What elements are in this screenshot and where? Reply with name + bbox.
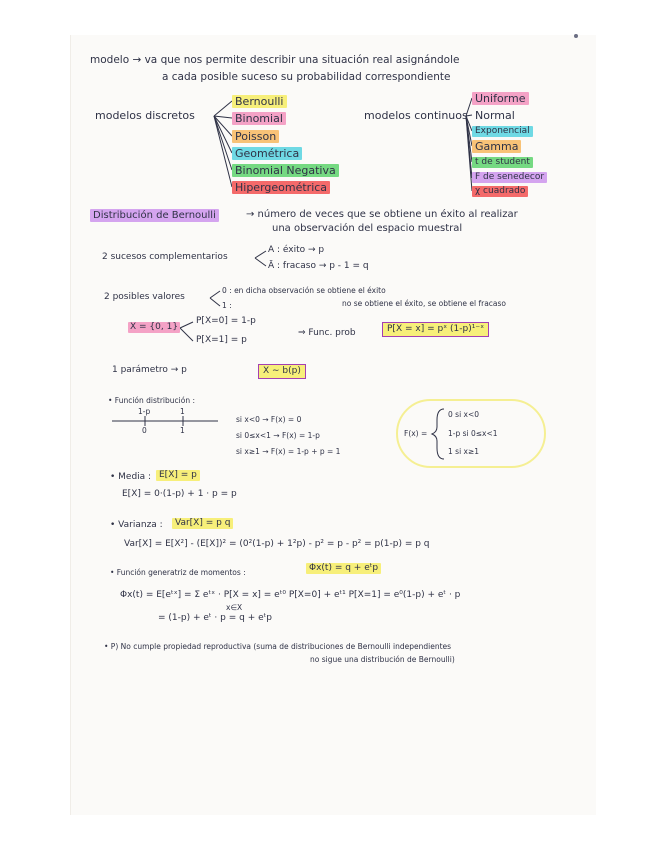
- continuo-t-student: t de student: [472, 157, 533, 168]
- continuo-f-senedecor: F de senedecor: [472, 172, 547, 183]
- axis-label-1: 1: [180, 407, 185, 416]
- varianza-calc: Var[X] = E[X²] - (E[X])² = (0²(1-p) + 1²p) - p² = p - p² = p(1-p) = p q: [124, 539, 430, 549]
- valor-0: 0 : en dicha observación se obtiene el éxito: [222, 286, 386, 295]
- fx-label: F(x) =: [404, 429, 428, 438]
- media-label: • Media :: [110, 472, 152, 482]
- continuo-uniforme: Uniforme: [472, 92, 529, 105]
- intro-line-2: a cada posible suceso su probabilidad correspondiente: [162, 71, 451, 83]
- rv-definition: X = {0, 1}: [130, 322, 179, 332]
- varianza-label: • Varianza :: [110, 520, 163, 530]
- continuo-normal: Normal: [475, 109, 515, 122]
- valor-1: 1 :: [222, 301, 232, 310]
- prob-x1-label: P[X=1] = p: [196, 335, 247, 345]
- suceso-a-bar: Ā : fracaso → p - 1 = q: [268, 261, 369, 271]
- discreto-hipergeometrica: Hipergeométrica: [232, 181, 330, 194]
- piecewise-1: 0 si x<0: [448, 410, 480, 419]
- continuo-chi-cuadrado: χ cuadrado: [472, 186, 528, 197]
- piecewise-2: 1-p si 0≤x<1: [448, 429, 498, 438]
- axis-tick-0: 0: [142, 426, 147, 435]
- func-prob-box: P[X = x] = pˣ (1-p)¹⁻ˣ: [382, 322, 489, 337]
- piecewise-3: 1 si x≥1: [448, 447, 480, 456]
- bernoulli-desc-2: una observación del espacio muestral: [272, 223, 463, 234]
- media-calc: E[X] = 0·(1-p) + 1 · p = p: [122, 489, 237, 499]
- valores-label: 2 posibles valores: [104, 292, 185, 302]
- distribucion-label: • Función distribución :: [108, 396, 195, 405]
- generatriz-calc-2: = (1-p) + eᵗ · p = q + eᵗp: [158, 613, 273, 623]
- bernoulli-title: Distribución de Bernoulli: [90, 209, 219, 222]
- page-dot: [574, 34, 578, 38]
- func-prob-label: ⇒ Func. prob: [298, 328, 356, 338]
- reproductiva-line-1: • P) No cumple propiedad reproductiva (suma de distribuciones de Bernoulli independientes: [104, 642, 452, 651]
- sucesos-label: 2 sucesos complementarios: [102, 252, 228, 262]
- discreto-geometrica: Geométrica: [232, 147, 302, 160]
- continuo-exponencial: Exponencial: [472, 126, 533, 137]
- intro-line-1: modelo → va que nos permite describir una situación real asignándole: [90, 54, 460, 66]
- case-1: si x<0 → F(x) = 0: [236, 415, 302, 424]
- generatriz-label: • Función generatriz de momentos :: [110, 568, 246, 577]
- case-2: si 0≤x<1 → F(x) = 1-p: [236, 431, 320, 440]
- axis-label-1-p: 1-p: [138, 407, 151, 416]
- discreto-binomial: Binomial: [232, 112, 286, 125]
- modelos-discretos-label: modelos discretos: [95, 109, 195, 122]
- case-3: si x≥1 → F(x) = 1-p + p = 1: [236, 447, 341, 456]
- media-box: E[X] = p: [156, 470, 200, 481]
- axis-tick-1: 1: [180, 426, 185, 435]
- continuo-gamma: Gamma: [472, 140, 521, 153]
- modelos-continuos-label: modelos continuos: [364, 109, 468, 122]
- valor-1-text: no se obtiene el éxito, se obtiene el fracaso: [342, 299, 507, 308]
- prob-x0-label: P[X=0] = 1-p: [196, 316, 256, 326]
- suceso-a: A : éxito → p: [268, 245, 325, 255]
- generatriz-box: Φx(t) = q + eᵗp: [306, 563, 381, 574]
- discreto-poisson: Poisson: [232, 130, 279, 143]
- notation-box: X ∼ b(p): [258, 364, 306, 379]
- generatriz-sum-index: x∈X: [226, 603, 243, 612]
- generatriz-calc-1: Φx(t) = E[eᵗˣ] = Σ eᵗˣ · P[X = x] = eᵗ⁰ P[X=0] + eᵗ¹ P[X=1] = e⁰(1-p) + eᵗ · p: [120, 590, 461, 600]
- varianza-box: Var[X] = p q: [172, 518, 233, 529]
- discreto-bernoulli: Bernoulli: [232, 95, 287, 108]
- parametro-label: 1 parámetro → p: [112, 365, 187, 375]
- bernoulli-desc-1: → número de veces que se obtiene un éxito al realizar: [246, 209, 518, 220]
- discreto-binomial-negativa: Binomial Negativa: [232, 164, 339, 177]
- reproductiva-line-2: no sigue una distribución de Bernoulli): [310, 655, 455, 664]
